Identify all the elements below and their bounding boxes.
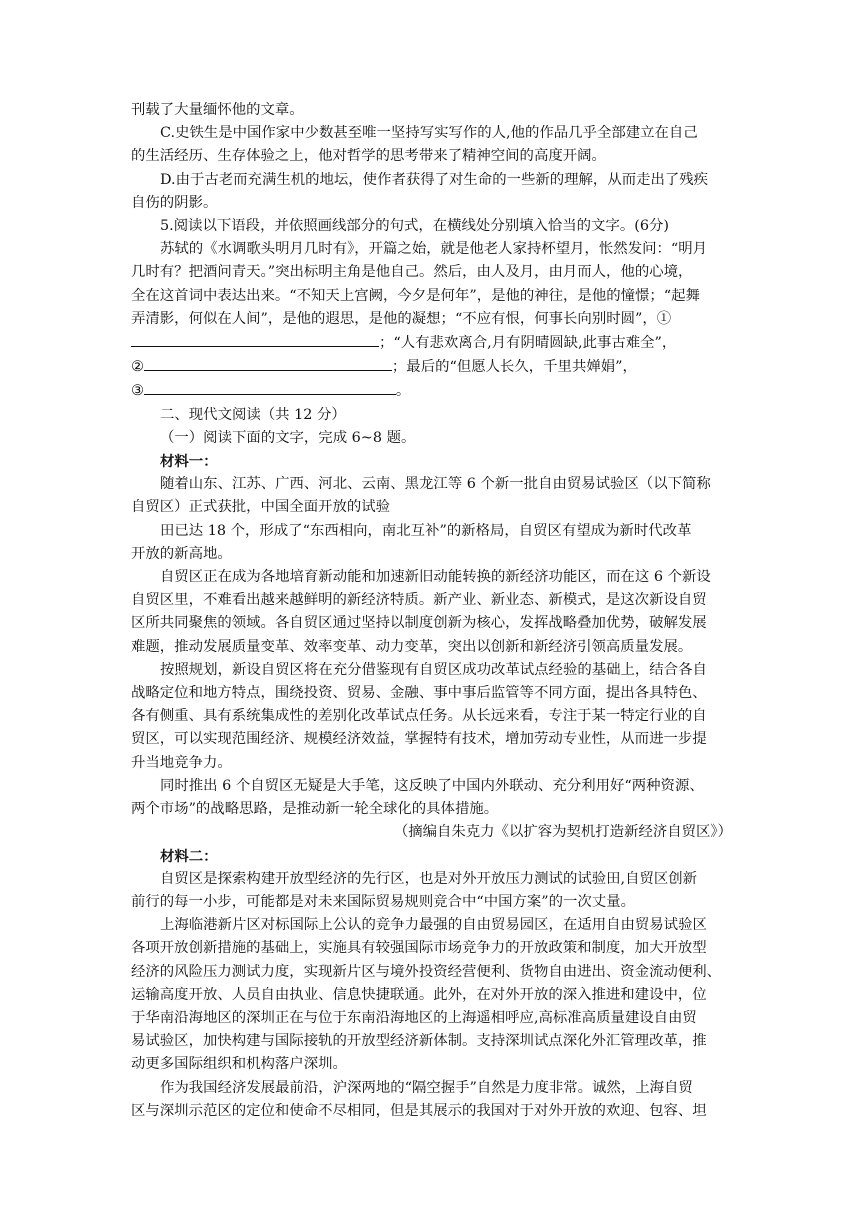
text-line: 升当地竞争力。 [131,754,232,771]
text-line: 区与深圳示范区的定位和使命不尽相同，但是其展示的我国对于对外开放的欢迎、包容、坦 [131,1102,707,1119]
text-line: 的生活经历、生存体验之上，他对哲学的思考带来了精神空间的高度开阔。 [131,148,606,165]
text-line: 上海临港新片区对标国际上公认的竞争力最强的自由贸易园区，在适用自由贸易试验区 [160,917,707,934]
text-line: 同时推出 6 个自贸区无疑是大手笔，这反映了中国内外联动、充分利用好“两种资源、 [160,777,704,794]
circled-number-2: ② [131,359,144,376]
text-line: 田已达 18 个，形成了“东西相向，南北互补”的新格局，自贸区有望成为新时代改革 [160,522,692,539]
question-5: 5.阅读以下语段，并依照画线部分的句式，在横线处分别填入恰当的文字。(6分) [160,218,670,235]
text-line: 易试验区，加快构建与国际接轨的开放型经济新体制。支持深圳试点深化外汇管理改革，推 [131,1033,707,1050]
text-line: 几时有？把酒问青天。”突出标明主角是他自己。然后，由人及月，由月而人，他的心境， [131,264,693,281]
text-line: 作为我国经济发展最前沿，沪深两地的“隔空握手”自然是力度非常。诚然，上海自贸 [160,1079,693,1096]
text-line: 区所共同聚焦的领域。各自贸区通过坚持以制度创新为核心，发挥战略叠加优势，破解发展 [131,615,707,632]
text-line: 按照规划，新设自贸区将在充分借鉴现有自贸区成功改革试点经验的基础上，结合各自 [160,661,707,678]
text-line: 自伤的阴影。 [131,194,218,211]
text-line: 两个市场”的战略思路，是推动新一轮全球化的具体措施。 [131,801,499,818]
text-line: 于华南沿海地区的深圳正在与位于东南沿海地区的上海遥相呼应,高标准高质量建设自由贸 [131,1009,697,1026]
text-line: 运输高度开放、人员自由执业、信息快捷联通。此外，在对外开放的深入推进和建设中，位 [131,986,707,1003]
text-line: 开放的新高地。 [131,545,232,562]
text-line: 难题，推动发展质量变革、效率变革、动力变革，突出以创新和新经济引领高质量发展。 [131,638,693,655]
circled-number-3: ③ [131,383,144,400]
text-line: 各有侧重、具有系统集成性的差别化改革试点任务。从长远来看，专注于某一特定行业的自 [131,708,707,725]
option-d: D.由于古老而充满生机的地坛，使作者获得了对生命的一些新的理解，从而走出了残疾 [160,171,709,188]
blank-line-2 [131,355,732,379]
text-line: 自贸区是探索构建开放型经济的先行区，也是对外开放压力测试的试验田,自贸区创新 [160,870,698,887]
text-line: 贸区，可以实现范围经济、规模经济效益，掌握特有技术，增加劳动专业性，从而进一步提 [131,731,707,748]
text-line: 弄清影，何似在人间”，是他的遐思，是他的凝想；“不应有恨，何事长向别时圆”，① [131,310,672,327]
text-fragment: ；最后的“但愿人长久，千里共婵娟”， [391,359,637,376]
material-one-heading: 材料一： [160,453,218,471]
text-fragment: 。 [395,383,411,400]
text-line: 全在这首词中表达出来。“不知天上宫阙，今夕是何年”，是他的神往，是他的憧憬；“起舞 [131,287,700,304]
material-two-heading: 材料二： [160,847,218,865]
text-line: 刊载了大量缅怀他的文章。 [131,102,304,118]
text-line: 自贸区里，不难看出越来越鲜明的新经济特质。新产业、新业态、新模式，是这次新设自贸 [131,592,707,609]
answer-blank-2[interactable] [144,355,392,371]
option-c: C.史铁生是中国作家中少数甚至唯一坚持写实写作的人,他的作品几乎全部建立在自己 [160,125,698,142]
text-line: 自贸区正在成为各地培育新动能和加速新旧动能转换的新经济功能区，而在这 6 个新设 [160,569,711,586]
text-line: 自贸区）正式获批，中国全面开放的试验 [131,499,391,516]
text-line: 苏轼的《水调歌头明月几时有》，开篇之始，就是他老人家持杯望月，怅然发问：“明月 [160,241,708,258]
blank-line-3 [131,379,732,403]
subsection-heading: （一）阅读下面的文字，完成 6~8 题。 [160,429,416,446]
answer-blank-3[interactable] [144,379,396,395]
text-line: 经济的风险压力测试力度，实现新片区与境外投资经营便利、货物自由进出、资金流动便利、 [131,963,722,980]
text-line: 随着山东、江苏、广西、河北、云南、黑龙江等 6 个新一批自由贸易试验区（以下简称 [160,476,711,493]
text-line: 动更多国际组织和机构落户深圳。 [131,1056,347,1073]
text-fragment: ；“人有悲欢离合,月有阴晴圆缺,此事古难全”， [379,335,677,352]
blank-line-1 [131,331,732,355]
text-line: 战略定位和地方特点，围绕投资、贸易、金融、事中事后监管等不同方面，提出各具特色、 [131,685,707,702]
text-line: 前行的每一小步，可能都是对未来国际贸易规则竞合中“中国方案”的一次丈量。 [131,893,635,910]
answer-blank-1[interactable] [131,331,379,347]
text-line: 各项开放创新措施的基础上，实施具有较强国际市场竞争力的开放政策和制度，加大开放型 [131,940,707,957]
source-citation: （摘编自朱克力《以扩容为契机打造新经济自贸区》） [393,824,732,841]
section-heading: 二、现代文阅读（共 12 分） [160,406,346,423]
